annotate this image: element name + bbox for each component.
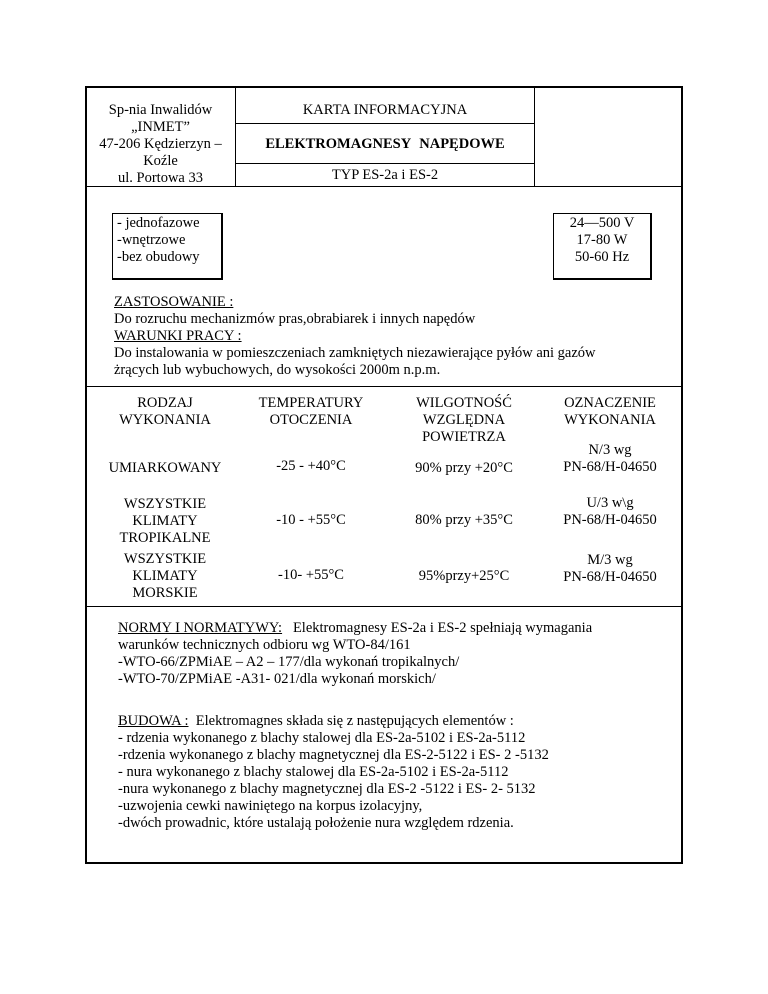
budowa-line-2: -rdzenia wykonanego z blachy magnetycznej dla ES-2-5122 i ES- 2 -5132 bbox=[118, 747, 549, 763]
row1-ozn-line2: PN-68/H-04650 bbox=[563, 459, 657, 475]
budowa-section bbox=[118, 713, 549, 832]
row3-rodzaj-line3: MORSKIE bbox=[132, 585, 198, 601]
row2-wilg: 80% przy +35°C bbox=[415, 512, 513, 528]
company-block bbox=[88, 102, 233, 187]
row2-rodzaj bbox=[88, 496, 242, 547]
budowa-line-6: -dwóch prowadnic, które ustalają położenie nura względem rdzenia. bbox=[118, 815, 514, 831]
row3-temp: -10- +55°C bbox=[278, 567, 344, 583]
company-town: Koźle bbox=[143, 153, 178, 169]
th-ozn bbox=[540, 395, 680, 429]
feature-single-phase: - jednofazowe bbox=[117, 215, 200, 231]
company-brand: „INMET” bbox=[131, 119, 190, 135]
row1-ozn-line1: N/3 wg bbox=[588, 442, 632, 458]
row2-rodzaj-line3: TROPIKALNE bbox=[119, 530, 211, 546]
th-wilg bbox=[384, 395, 544, 446]
feature-indoor: -wnętrzowe bbox=[117, 232, 186, 248]
normy-section bbox=[118, 620, 592, 688]
row3-ozn-line2: PN-68/H-04650 bbox=[563, 569, 657, 585]
row2-rodzaj-line2: KLIMATY bbox=[132, 513, 198, 529]
th-temp-line2: OTOCZENIA bbox=[269, 412, 353, 428]
row3-wilg: 95%przy+25°C bbox=[418, 568, 510, 584]
budowa-line-3: - nura wykonanego z blachy stalowej dla ES-2a-5102 i ES-2a-5112 bbox=[118, 764, 509, 780]
product-title: ELEKTROMAGNESY NAPĘDOWE bbox=[265, 136, 505, 152]
row2-ozn bbox=[540, 495, 680, 529]
rating-voltage: 24—500 V bbox=[569, 215, 635, 231]
row2-ozn-line1: U/3 w\g bbox=[586, 495, 634, 511]
company-city: 47-206 Kędzierzyn – bbox=[99, 136, 222, 152]
row1-rodzaj: UMIARKOWANY bbox=[108, 460, 222, 476]
th-ozn-line2: WYKONANIA bbox=[564, 412, 656, 428]
budowa-line-5: -uzwojenia cewki nawiniętego na korpus izolacyjny, bbox=[118, 798, 423, 814]
row3-rodzaj-line1: WSZYSTKIE bbox=[123, 551, 207, 567]
row2-ozn-line2: PN-68/H-04650 bbox=[563, 512, 657, 528]
th-ozn-line1: OZNACZENIE bbox=[564, 395, 656, 411]
frame-right bbox=[681, 86, 683, 864]
header-underline-doc bbox=[236, 123, 534, 124]
warunki-heading: WARUNKI PRACY : bbox=[114, 328, 242, 344]
normy-first-text: Elektromagnesy ES-2a i ES-2 spełniają wymagania bbox=[292, 620, 593, 636]
row2-temp: -10 - +55°C bbox=[276, 512, 346, 528]
th-rodzaj-line2: WYKONANIA bbox=[119, 412, 211, 428]
type-line: TYP ES-2a i ES-2 bbox=[331, 167, 439, 183]
table-bottom-line bbox=[85, 606, 683, 607]
zastosowanie-text: Do rozruchu mechanizmów pras,obrabiarek i innych napędów bbox=[114, 311, 476, 327]
rating-frequency: 50-60 Hz bbox=[574, 249, 630, 265]
budowa-heading: BUDOWA : bbox=[118, 713, 189, 729]
normy-line-1: warunków technicznych odbioru wg WTO-84/161 bbox=[118, 637, 411, 653]
th-temp-line1: TEMPERATURY bbox=[258, 395, 364, 411]
normy-line-3: -WTO-70/ZPMiAE -A31- 021/dla wykonań morskich/ bbox=[118, 671, 436, 687]
normy-heading: NORMY I NORMATYWY: bbox=[118, 620, 283, 636]
frame-left bbox=[85, 86, 87, 864]
row1-ozn bbox=[540, 442, 680, 476]
th-rodzaj bbox=[88, 395, 242, 429]
rating-power: 17-80 W bbox=[576, 232, 628, 248]
feature-no-housing: -bez obudowy bbox=[117, 249, 200, 265]
th-temp bbox=[236, 395, 386, 429]
budowa-first-text: Elektromagnes składa się z następujących elementów : bbox=[195, 713, 514, 729]
row1-wilg: 90% przy +20°C bbox=[415, 460, 513, 476]
features-box bbox=[112, 213, 223, 280]
row2-rodzaj-line1: WSZYSTKIE bbox=[123, 496, 207, 512]
warunki-text-1: Do instalowania w pomieszczeniach zamkniętych niezawierające pyłów ani gazów bbox=[114, 345, 596, 361]
doc-type-title: KARTA INFORMACYJNA bbox=[302, 102, 468, 118]
header-divider-2 bbox=[534, 86, 535, 186]
row3-rodzaj bbox=[88, 551, 242, 602]
budowa-line-4: -nura wykonanego z blachy magnetycznej dla ES-2 -5122 i ES- 2- 5132 bbox=[118, 781, 536, 797]
row3-ozn-line1: M/3 wg bbox=[587, 552, 633, 568]
warunki-text-2: żrących lub wybuchowych, do wysokości 2000m n.p.m. bbox=[114, 362, 441, 378]
th-wilg-line1: WILGOTNOŚĆ bbox=[416, 395, 512, 411]
ratings-box bbox=[553, 213, 652, 280]
normy-line-2: -WTO-66/ZPMiAE – A2 – 177/dla wykonań tropikalnych/ bbox=[118, 654, 460, 670]
company-name: Sp-nia Inwalidów bbox=[108, 102, 213, 118]
budowa-first-line bbox=[118, 713, 549, 730]
header-underline-product bbox=[236, 163, 534, 164]
table-top-line bbox=[85, 386, 683, 387]
th-wilg-line2: WZGLĘDNA bbox=[422, 412, 506, 428]
th-wilg-line3: POWIETRZA bbox=[422, 429, 506, 445]
application-section bbox=[114, 294, 596, 379]
zastosowanie-heading: ZASTOSOWANIE : bbox=[114, 294, 234, 310]
frame-top bbox=[85, 86, 683, 88]
frame-bottom bbox=[85, 862, 683, 864]
row1-temp: -25 - +40°C bbox=[276, 458, 346, 474]
th-rodzaj-line1: RODZAJ bbox=[137, 395, 193, 411]
company-street: ul. Portowa 33 bbox=[118, 170, 203, 186]
normy-first-line bbox=[118, 620, 592, 637]
row3-rodzaj-line2: KLIMATY bbox=[132, 568, 198, 584]
budowa-line-1: - rdzenia wykonanego z blachy stalowej dla ES-2a-5102 i ES-2a-5112 bbox=[118, 730, 526, 746]
row3-ozn bbox=[540, 552, 680, 586]
